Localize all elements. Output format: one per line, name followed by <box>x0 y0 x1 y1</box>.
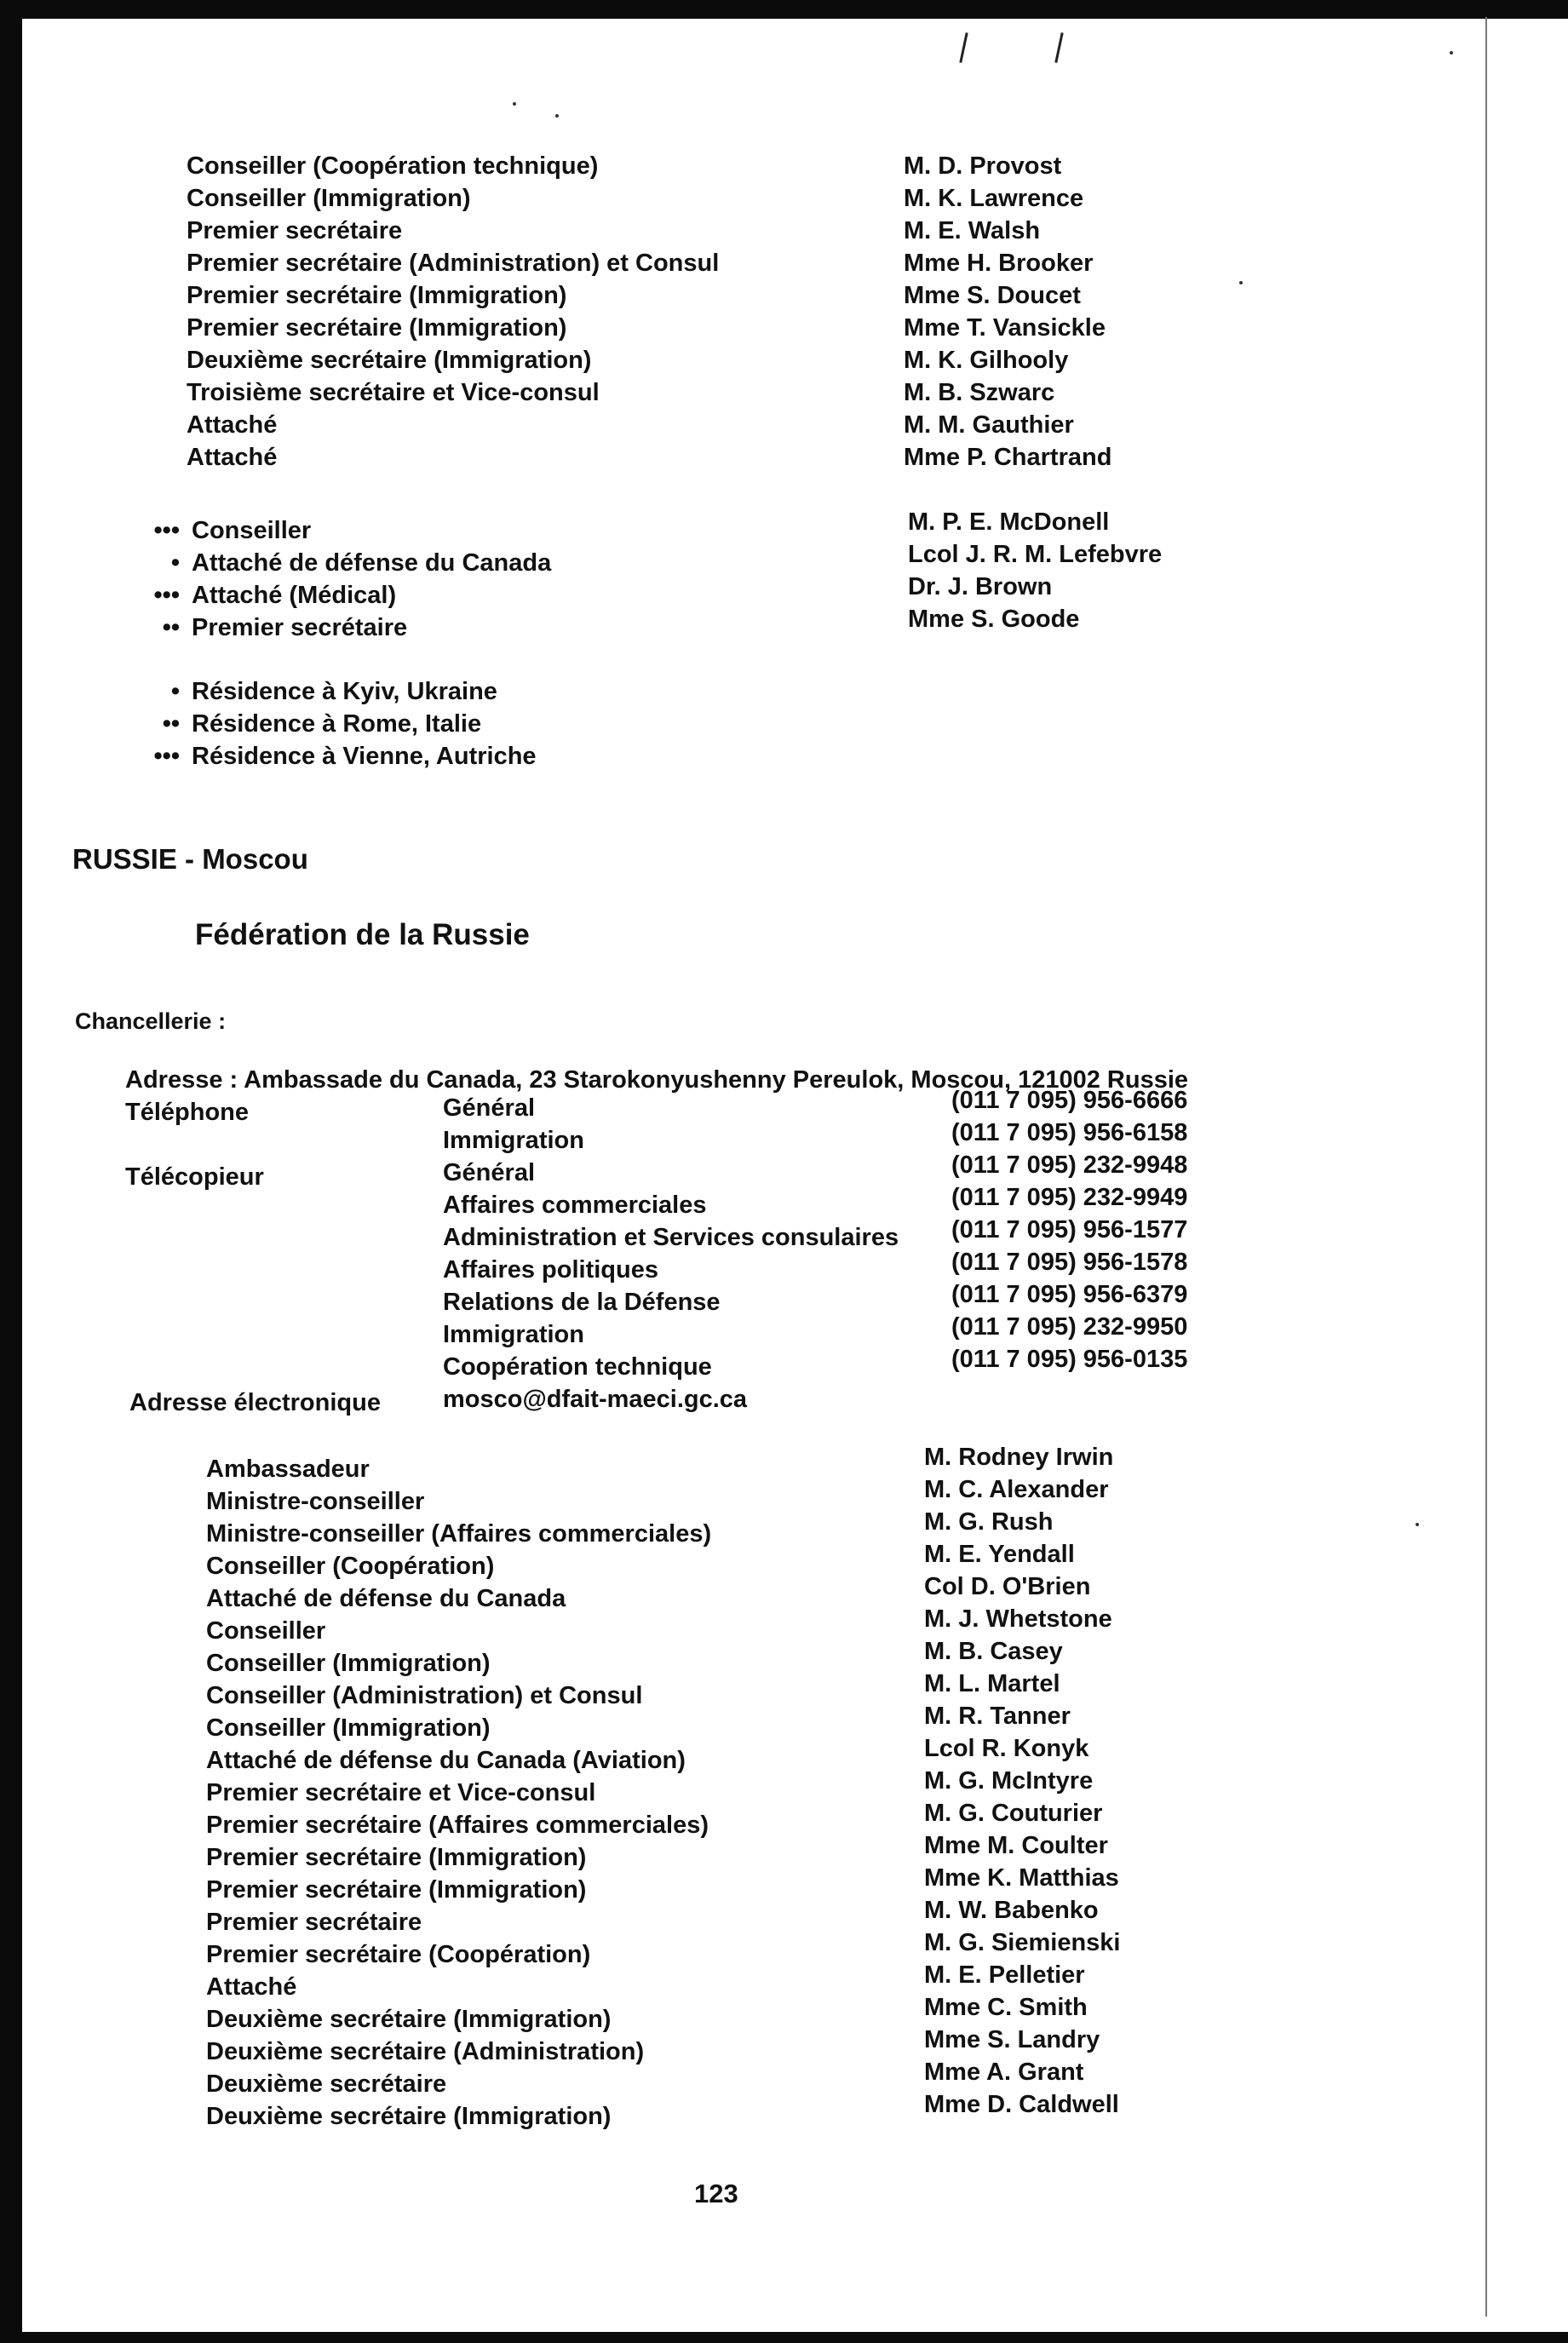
block2-names <box>908 506 1162 635</box>
fax-number: (011 7 095) 956-6379 <box>951 1281 1188 1308</box>
staff-name: M. E. Walsh <box>904 217 1041 244</box>
residence-notes <box>118 675 537 772</box>
fax-category: Administration et Services consulaires <box>443 1224 899 1251</box>
staff-title: Conseiller <box>206 1617 326 1645</box>
marked-row <box>118 612 551 644</box>
scan-border-left <box>0 0 22 2343</box>
staff-title: Conseiller (Immigration) <box>206 1650 491 1677</box>
residence-note <box>118 675 537 708</box>
staff-name: Lcol R. Konyk <box>924 1735 1089 1762</box>
footnote-mark: •• <box>162 710 180 738</box>
staff-title: Troisième secrétaire et Vice-consul <box>187 379 600 406</box>
staff-title: Deuxième secrétaire (Immigration) <box>187 347 592 374</box>
staff-name: Mme C. Smith <box>924 1994 1088 2021</box>
staff-title: Conseiller <box>192 517 312 544</box>
footnote-mark: • <box>170 678 180 705</box>
marked-row <box>118 514 551 547</box>
staff-name: M. B. Szwarc <box>904 379 1055 406</box>
staff-title: Premier secrétaire <box>187 217 403 244</box>
page-number: 123 <box>694 2179 738 2208</box>
staff-name: M. K. Gilhooly <box>904 347 1069 374</box>
scan-speck <box>513 102 516 106</box>
staff-title: Ministre-conseiller (Affaires commerciales) <box>206 1520 712 1548</box>
fax-number: (011 7 095) 232-9950 <box>951 1313 1188 1341</box>
staff-title: Premier secrétaire (Affaires commerciales) <box>206 1812 709 1839</box>
staff-title: Attaché <box>187 411 278 439</box>
staff-name: M. B. Casey <box>924 1638 1063 1665</box>
staff-name: M. G. Couturier <box>924 1800 1103 1827</box>
staff-name: M. E. Pelletier <box>924 1961 1085 1989</box>
scan-border-top <box>0 0 1568 19</box>
fax-category: Affaires politiques <box>443 1256 658 1283</box>
staff-title: Conseiller (Coopération) <box>206 1553 495 1580</box>
staff-name: M. G. Siemienski <box>924 1929 1121 1956</box>
footnote-mark: •• <box>162 614 180 641</box>
staff-title: Conseiller (Coopération technique) <box>187 152 599 180</box>
staff-name: Mme K. Matthias <box>924 1864 1119 1892</box>
section-title: RUSSIE - Moscou <box>72 843 308 875</box>
staff-name: Col D. O'Brien <box>924 1573 1091 1600</box>
staff-title: Deuxième secrétaire (Immigration) <box>206 2006 612 2033</box>
scan-mark <box>1054 32 1063 63</box>
staff-name: Mme S. Landry <box>924 2026 1100 2053</box>
staff-title: Premier secrétaire (Immigration) <box>187 282 567 309</box>
residence-note <box>118 708 537 740</box>
staff-title: Conseiller (Immigration) <box>206 1714 491 1742</box>
section-subtitle: Fédération de la Russie <box>195 918 530 951</box>
staff-name: M. P. E. McDonell <box>908 508 1110 536</box>
fax-category: Affaires commerciales <box>443 1192 707 1219</box>
residence-text: Résidence à Rome, Italie <box>192 710 482 738</box>
staff-name: Mme P. Chartrand <box>904 444 1112 471</box>
block1-titles <box>187 150 719 474</box>
phone-category: Général <box>443 1094 535 1122</box>
fax-label: Télécopieur <box>125 1163 264 1191</box>
scan-mark <box>959 32 968 63</box>
contact-numbers <box>951 1084 1187 1375</box>
fax-category: Coopération technique <box>443 1353 712 1381</box>
phone-category: Immigration <box>443 1127 584 1154</box>
address: Adresse : Ambassade du Canada, 23 Starokonyushenny Pereulok, Moscou, 121002 Russie <box>125 1066 1189 1094</box>
footnote-mark: • <box>170 549 180 577</box>
chancellerie-label: Chancellerie : <box>75 1008 227 1034</box>
residence-text: Résidence à Vienne, Autriche <box>192 743 537 770</box>
staff-name: Mme M. Coulter <box>924 1832 1108 1859</box>
residence-text: Résidence à Kyiv, Ukraine <box>192 678 497 705</box>
staff-title: Premier secrétaire (Immigration) <box>206 1876 587 1904</box>
staff-name: M. G. McIntyre <box>924 1767 1094 1795</box>
staff-name: M. M. Gauthier <box>904 411 1074 439</box>
staff-name: Mme S. Doucet <box>904 282 1081 309</box>
staff-title: Deuxième secrétaire (Immigration) <box>206 2103 612 2130</box>
staff-name: Mme A. Grant <box>924 2059 1084 2086</box>
telephone-label: Téléphone <box>125 1099 250 1126</box>
staff-title: Premier secrétaire (Administration) et Consul <box>187 250 720 277</box>
scan-speck <box>1239 281 1243 284</box>
fax-category: Général <box>443 1159 535 1186</box>
fax-number: (011 7 095) 956-1577 <box>951 1216 1188 1243</box>
staff-name: M. Rodney Irwin <box>924 1444 1114 1471</box>
fax-number: (011 7 095) 232-9949 <box>951 1184 1188 1211</box>
staff-name: Mme H. Brooker <box>904 250 1094 277</box>
phone-number: (011 7 095) 956-6158 <box>951 1119 1188 1146</box>
staff-title: Attaché de défense du Canada <box>206 1585 566 1612</box>
staff-title: Premier secrétaire (Immigration) <box>187 314 567 342</box>
staff-title: Attaché (Médical) <box>192 582 397 609</box>
block3-titles <box>206 1453 711 2133</box>
staff-title: Conseiller (Immigration) <box>187 185 471 212</box>
staff-name: M. K. Lawrence <box>904 185 1084 212</box>
footnote-mark: ••• <box>153 582 180 609</box>
staff-title: Premier secrétaire (Immigration) <box>206 1844 587 1871</box>
staff-name: M. L. Martel <box>924 1670 1060 1697</box>
block2-titles <box>118 514 551 644</box>
residence-note <box>118 740 537 772</box>
scan-speck <box>1450 51 1453 55</box>
email-label: Adresse électronique <box>129 1389 381 1416</box>
staff-title: Premier secrétaire et Vice-consul <box>206 1779 596 1806</box>
staff-title: Premier secrétaire <box>206 1909 422 1936</box>
staff-name: Mme D. Caldwell <box>924 2091 1119 2118</box>
fax-category: Relations de la Défense <box>443 1289 721 1316</box>
staff-name: M. G. Rush <box>924 1508 1054 1536</box>
email-address: mosco@dfait-maeci.gc.ca <box>443 1386 748 1413</box>
staff-name: Dr. J. Brown <box>908 573 1053 600</box>
staff-name: Lcol J. R. M. Lefebvre <box>908 541 1163 568</box>
staff-name: M. C. Alexander <box>924 1476 1109 1503</box>
staff-name: M. J. Whetstone <box>924 1605 1112 1633</box>
staff-name: M. R. Tanner <box>924 1703 1071 1730</box>
staff-name: M. E. Yendall <box>924 1541 1075 1568</box>
staff-name: Mme T. Vansickle <box>904 314 1106 342</box>
staff-title: Ministre-conseiller <box>206 1488 425 1515</box>
fax-number: (011 7 095) 232-9948 <box>951 1151 1188 1179</box>
scan-speck <box>555 114 559 118</box>
staff-name: M. W. Babenko <box>924 1897 1099 1924</box>
scan-fold-line <box>1485 17 1487 2317</box>
staff-title: Conseiller (Administration) et Consul <box>206 1682 643 1709</box>
staff-title: Premier secrétaire (Coopération) <box>206 1941 591 1968</box>
staff-name: Mme S. Goode <box>908 606 1080 633</box>
marked-row <box>118 579 551 612</box>
block1-names <box>904 150 1111 474</box>
staff-title: Attaché de défense du Canada <box>192 549 552 577</box>
staff-title: Premier secrétaire <box>192 614 408 641</box>
staff-title: Attaché <box>206 1973 297 2001</box>
scan-border-bottom <box>0 2332 1568 2343</box>
fax-category: Immigration <box>443 1321 584 1348</box>
block3-names <box>924 1441 1120 2121</box>
staff-title: Attaché de défense du Canada (Aviation) <box>206 1747 686 1774</box>
staff-title: Deuxième secrétaire (Administration) <box>206 2038 645 2065</box>
staff-name: M. D. Provost <box>904 152 1062 180</box>
staff-title: Attaché <box>187 444 278 471</box>
staff-title: Ambassadeur <box>206 1456 370 1483</box>
contact-categories <box>443 1092 899 1416</box>
footnote-mark: ••• <box>153 517 180 544</box>
phone-number: (011 7 095) 956-6666 <box>951 1087 1188 1114</box>
fax-number: (011 7 095) 956-0135 <box>951 1346 1188 1373</box>
marked-row <box>118 547 551 579</box>
footnote-mark: ••• <box>153 743 180 770</box>
staff-title: Deuxième secrétaire <box>206 2070 447 2098</box>
scan-speck <box>1416 1523 1419 1526</box>
fax-number: (011 7 095) 956-1578 <box>951 1249 1188 1276</box>
